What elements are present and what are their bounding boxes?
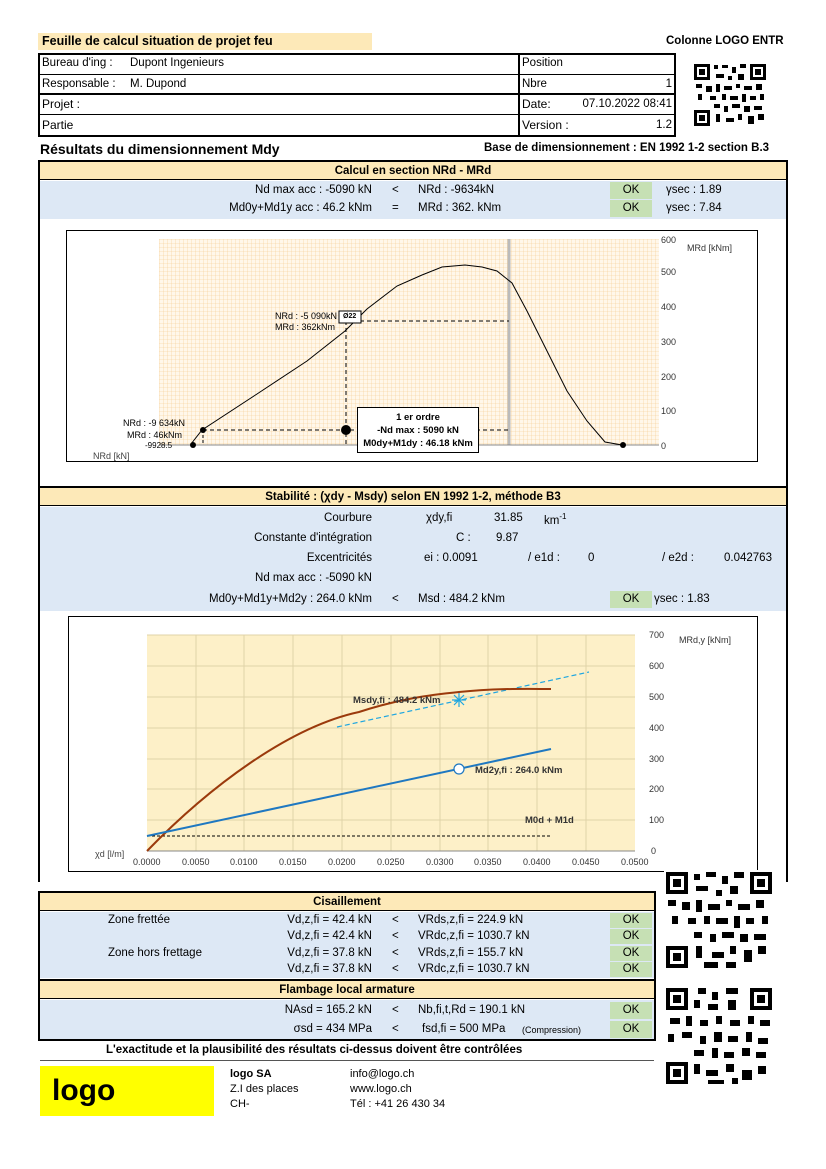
stab-row-gamma: γsec : 1.83 <box>654 593 710 605</box>
exc-e1d: 0 <box>588 552 595 564</box>
shear-left: Vd,z,fi = 42.4 kN <box>287 930 372 942</box>
x-tick: 0.0200 <box>328 857 356 867</box>
buckling-op: < <box>392 1004 399 1016</box>
stab-row-right: Msd : 484.2 kNm <box>418 593 505 605</box>
x-tick: 0.0300 <box>426 857 454 867</box>
chart1-point-label2: MRd : 362kNm <box>275 322 336 332</box>
box-line1: 1 er ordre <box>396 412 440 423</box>
y-tick: 400 <box>661 302 677 312</box>
x-tick: 0.0500 <box>621 857 649 867</box>
shear-right: VRds,z,fi = 224.9 kN <box>418 914 524 926</box>
status-badge: OK <box>610 962 652 977</box>
nbre-value: 1 <box>665 78 672 90</box>
status-badge: OK <box>610 182 652 199</box>
company-address1: Z.I des places <box>230 1083 299 1095</box>
courbure-label: Courbure <box>324 512 372 524</box>
partie-label: Partie <box>42 118 74 132</box>
version-value: 1.2 <box>656 119 672 131</box>
bar-diameter-label: Ø22 <box>343 313 357 320</box>
x-tick: 0.0400 <box>523 857 551 867</box>
chart1-y-unit: MRd [kNm] <box>687 243 732 253</box>
courbure-unit <box>544 512 566 527</box>
disclaimer: L'exactitude et la plausibilité des résultats ci-dessus doivent être contrôlées <box>106 1044 523 1056</box>
shear-op: < <box>392 963 399 975</box>
x-tick: 0.0100 <box>230 857 258 867</box>
shear-zone: Zone frettée <box>108 914 171 926</box>
calc-row1-op: < <box>392 184 399 196</box>
stab-row-op: < <box>392 593 399 605</box>
calc-row2-left: Md0y+Md1y acc : 46.2 kNm <box>229 202 372 214</box>
x-tick: 0.0150 <box>279 857 307 867</box>
nrd-mrd-chart <box>66 230 758 462</box>
status-badge: OK <box>610 1021 652 1038</box>
calc-row1-gamma: γsec : 1.89 <box>666 184 722 196</box>
company-web: www.logo.ch <box>350 1083 412 1095</box>
y-tick: 500 <box>661 267 677 277</box>
shear-left: Vd,z,fi = 37.8 kN <box>287 947 372 959</box>
buckling-op: < <box>392 1023 399 1035</box>
y-tick: 300 <box>649 754 665 764</box>
calc-row2-op: = <box>392 202 399 214</box>
chart1-left-label3: -9928.5 <box>145 441 173 450</box>
company-tel: Tél : +41 26 430 34 <box>350 1098 446 1110</box>
status-badge: OK <box>610 200 652 217</box>
company-name: logo SA <box>230 1068 272 1080</box>
status-badge: OK <box>610 1002 652 1019</box>
courbure-unit-text: km <box>544 514 560 527</box>
qr-code-icon <box>664 870 774 970</box>
x-tick: 0.0250 <box>377 857 405 867</box>
y-tick: 600 <box>661 235 677 245</box>
m0d-label: M0d + M1d <box>525 815 574 826</box>
y-tick: 400 <box>649 723 665 733</box>
y-tick: 0 <box>661 441 667 451</box>
bureau-value: Dupont Ingenieurs <box>130 57 224 69</box>
calc-row2-right: MRd : 362. kNm <box>418 202 502 214</box>
date-label: Date: <box>522 97 551 111</box>
calc-row1-left: Nd max acc : -5090 kN <box>255 184 372 196</box>
stab-row-left: Md0y+Md1y+Md2y : 264.0 kNm <box>209 593 372 605</box>
status-badge: OK <box>610 591 652 608</box>
buckling-left: NAsd = 165.2 kN <box>284 1004 372 1016</box>
shear-right: VRdc,z,fi = 1030.7 kN <box>418 963 530 975</box>
buckling-right: Nb,fi,t,Rd = 190.1 kN <box>418 1004 526 1016</box>
x-tick: 0.0050 <box>182 857 210 867</box>
position-label: Position <box>522 57 563 69</box>
exc-label: Excentricités <box>306 552 372 564</box>
chart1-point-label1: NRd : -5 090kN <box>275 311 338 321</box>
sheet-title: Feuille de calcul situation de projet feu <box>38 33 372 50</box>
chart1-x-unit: NRd [kN] <box>93 451 130 461</box>
box-line3: M0dy+M1dy : 46.18 kNm <box>363 438 473 449</box>
company-logo: logo <box>40 1066 214 1116</box>
shear-op: < <box>392 914 399 926</box>
courbure-symbol: χdy,fi <box>426 512 453 524</box>
msd-label: Msdy,fi : 484.2 kNm <box>353 695 441 706</box>
basis-text: Base de dimensionnement : EN 1992 1-2 section B.3 <box>484 142 770 154</box>
column-logo-label: Colonne LOGO ENTR <box>666 35 784 47</box>
buckling-note: (Compression) <box>522 1025 582 1035</box>
projet-label: Projet : <box>42 97 81 111</box>
qr-code-icon <box>692 62 768 128</box>
x-tick: 0.0000 <box>133 857 161 867</box>
nd-max-acc: Nd max acc : -5090 kN <box>255 572 372 584</box>
buckling-right: fsd,fi = 500 MPa <box>422 1023 506 1035</box>
y-tick: 600 <box>649 661 665 671</box>
box-line2: -Nd max : 5090 kN <box>377 425 459 436</box>
responsable-label: Responsable : <box>42 78 116 90</box>
courbure-exponent: -1 <box>559 512 567 521</box>
section-calc-title: Calcul en section NRd - MRd <box>40 162 786 180</box>
version-label: Version : <box>522 118 569 132</box>
shear-left: Vd,z,fi = 42.4 kN <box>287 914 372 926</box>
chart2-y-unit: MRd,y [kNm] <box>679 635 732 645</box>
section-stab-title: Stabilité : (χdy - Msdy) selon EN 1992 1-2, méthode B3 <box>40 488 786 506</box>
y-tick: 500 <box>649 692 665 702</box>
shear-zone: Zone hors frettage <box>108 947 202 959</box>
courbure-value: 31.85 <box>494 512 523 524</box>
chart2-x-unit: χd [l/m] <box>95 849 125 859</box>
shear-title: Cisaillement <box>40 893 654 911</box>
y-tick: 300 <box>661 337 677 347</box>
buckling-title: Flambage local armature <box>40 981 654 999</box>
y-tick: 0 <box>651 846 657 856</box>
shear-right: VRdc,z,fi = 1030.7 kN <box>418 930 530 942</box>
exc-ei: ei : 0.0091 <box>424 552 478 564</box>
shear-op: < <box>392 930 399 942</box>
y-tick: 100 <box>649 815 665 825</box>
md2-label: Md2y,fi : 264.0 kNm <box>475 765 563 776</box>
status-badge: OK <box>610 913 652 928</box>
x-tick: 0.0450 <box>572 857 600 867</box>
date-value: 07.10.2022 08:41 <box>582 98 672 110</box>
const-value: 9.87 <box>496 532 519 544</box>
results-title: Résultats du dimensionnement Mdy <box>40 141 280 157</box>
chart1-left-label2: MRd : 46kNm <box>127 430 183 440</box>
company-email: info@logo.ch <box>350 1068 415 1080</box>
chi-msd-chart <box>68 616 758 872</box>
shear-left: Vd,z,fi = 37.8 kN <box>287 963 372 975</box>
y-tick: 200 <box>661 372 677 382</box>
x-tick: 0.0350 <box>474 857 502 867</box>
calc-row2-gamma: γsec : 7.84 <box>666 202 722 214</box>
calc-row1-right: NRd : -9634kN <box>418 184 495 196</box>
const-symbol: C : <box>456 532 471 544</box>
const-label: Constante d'intégration <box>254 532 372 544</box>
status-badge: OK <box>610 929 652 944</box>
buckling-left: σsd = 434 MPa <box>293 1023 372 1035</box>
shear-right: VRds,z,fi = 155.7 kN <box>418 947 524 959</box>
exc-e1d-label: / e1d : <box>528 552 560 564</box>
y-tick: 200 <box>649 784 665 794</box>
responsable-value: M. Dupond <box>130 78 187 90</box>
chart1-left-label1: NRd : -9 634kN <box>123 418 186 428</box>
y-tick: 100 <box>661 406 677 416</box>
company-address2: CH- <box>230 1098 250 1110</box>
status-badge: OK <box>610 946 652 961</box>
shear-op: < <box>392 947 399 959</box>
exc-e2d-label: / e2d : <box>662 552 694 564</box>
bureau-label: Bureau d'ing : <box>42 57 113 69</box>
first-order-box <box>357 407 479 453</box>
qr-code-icon <box>664 986 774 1086</box>
exc-e2d: 0.042763 <box>724 552 772 564</box>
y-tick: 700 <box>649 630 665 640</box>
nbre-label: Nbre <box>522 78 547 90</box>
